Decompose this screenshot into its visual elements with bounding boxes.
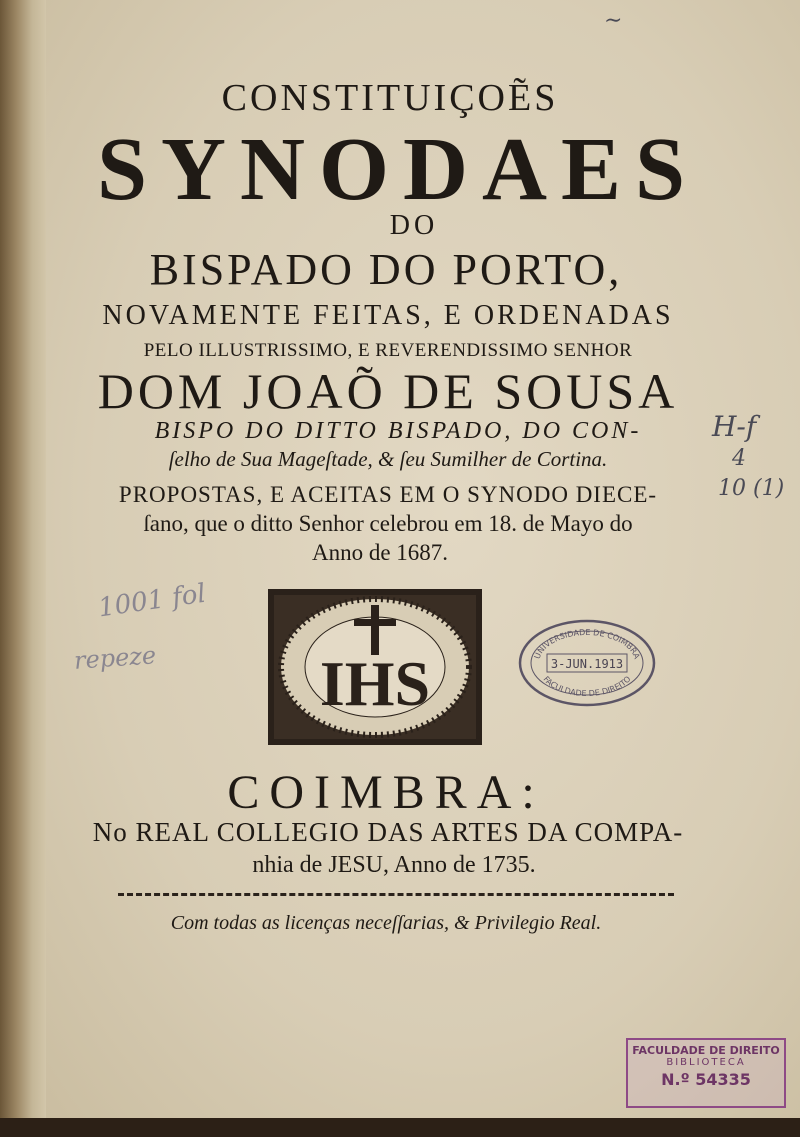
title-line-pelo: PELO ILLUSTRISSIMO, E REVERENDISSIMO SENHOR — [143, 340, 633, 361]
handwriting-shelfmark-3: 10 (1) — [718, 476, 785, 501]
title-line-bispado: BISPADO DO PORTO, — [149, 245, 623, 294]
svg-text:UNIVERSIDADE DE COIMBRA — [533, 628, 642, 661]
ihs-emblem — [266, 587, 484, 747]
imprint-year: nhia de JESU, Anno de 1735. — [252, 852, 536, 878]
library-stamp — [626, 1038, 786, 1108]
title-line-conselho: ſelho de Sua Mageſtade, & ſeu Sumilher de Cortina. — [168, 447, 608, 471]
handwriting-faded-1: 1001 fol — [96, 578, 208, 624]
title-line-constituicoes: CONSTITUIÇOẼS — [221, 77, 559, 119]
stamp-date: 3-JUN.1913 — [550, 657, 624, 671]
license-line: Com todas as licenças neceſſarias, & Privilegio Real. — [170, 912, 602, 934]
title-line-synodaes: SYNODAES — [96, 120, 700, 219]
library-stamp-faculty: FACULDADE DE DIREITO — [632, 1044, 780, 1057]
divider-rule — [118, 893, 674, 896]
title-line-sano: ſano, que o ditto Senhor celebrou em 18. de Mayo do — [143, 511, 633, 536]
handwriting-top: ~ — [603, 7, 623, 34]
title-line-bispo: BISPO DO DITTO BISPADO, DO CON- — [154, 418, 642, 444]
university-oval-stamp — [517, 618, 657, 708]
svg-text:FACULDADE DE DIREITO — [541, 674, 632, 698]
library-stamp-number: N.º 54335 — [661, 1070, 751, 1089]
title-line-dom-joao: DOM JOAÕ DE SOUSA — [97, 363, 679, 419]
title-line-propostas: PROPOSTAS, E ACEITAS EM O SYNODO DIECE- — [118, 482, 658, 507]
handwriting-shelfmark-1: H-f — [712, 410, 757, 443]
title-line-anno: Anno de 1687. — [311, 540, 449, 565]
imprint-collegio: No REAL COLLEGIO DAS ARTES DA COMPA- — [92, 817, 684, 847]
stamp-faculdade-text: FACULDADE DE DIREITO — [541, 674, 633, 699]
imprint-city: COIMBRA: — [227, 766, 545, 819]
handwriting-faded-2: repeze — [73, 641, 157, 675]
title-line-do: DO — [389, 210, 439, 241]
handwriting-shelfmark-2: 4 — [732, 446, 746, 471]
title-line-novamente: NOVAMENTE FEITAS, E ORDENADAS — [102, 300, 674, 331]
library-stamp-biblioteca: BIBLIOTECA — [666, 1057, 746, 1068]
ihs-monogram: IHS — [319, 648, 431, 719]
page-bottom-edge — [0, 1118, 800, 1137]
stamp-university-text: UNIVERSIDADE DE COIMBRA — [532, 627, 642, 661]
